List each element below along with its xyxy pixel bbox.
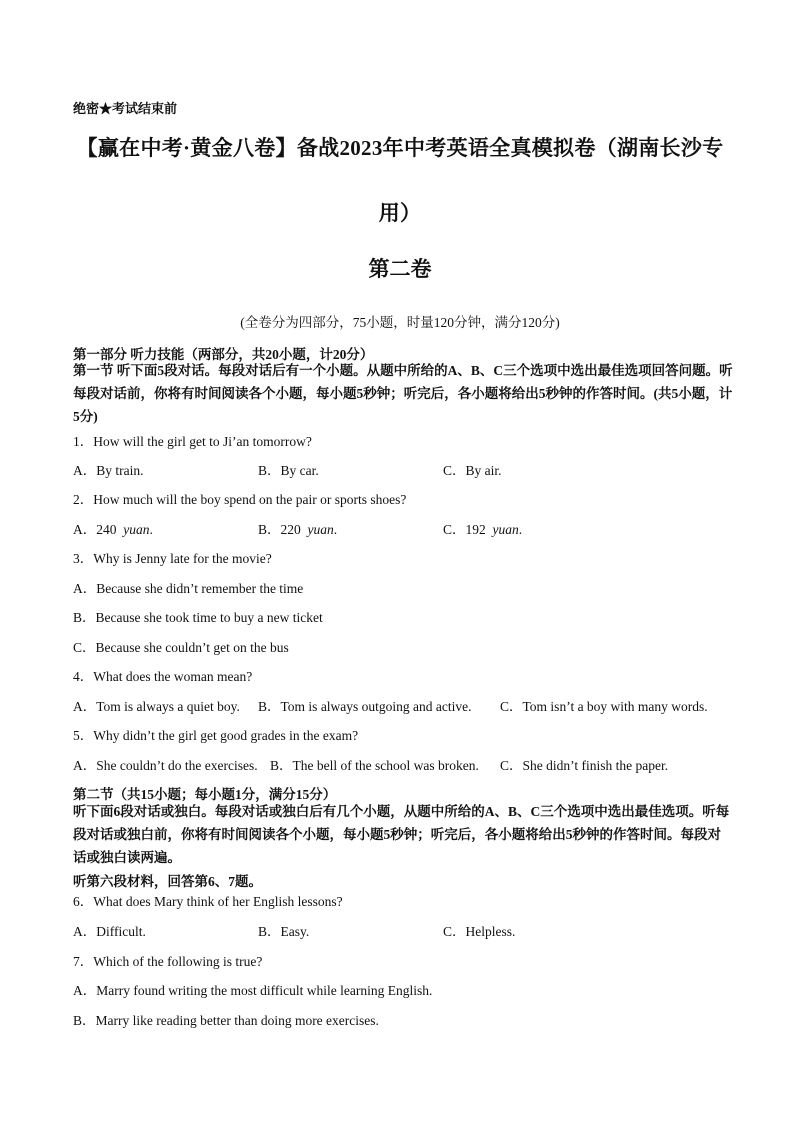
question-7-option-b[interactable]: B．Marry like reading better than doing more exercises. (73, 1013, 379, 1028)
part1-heading: 第一部分 听力技能（两部分，共20小题，计20分） (73, 347, 374, 362)
question-4-option-b[interactable]: B．Tom is always outgoing and active. (258, 699, 472, 714)
question-5-option-a[interactable]: A．She couldn’t do the exercises. (73, 758, 258, 773)
section1-instructions: 第一节 听下面5段对话。每段对话后有一个小题。从题中所给的A、B、C三个选项中选出最佳选项回答问题。听每段对话前，你将有时间阅读各个小题，每小题5秒钟；听完后，各小题将给出5秒钟的作答时间。(共5小题，计5分) (73, 363, 733, 424)
question-5-option-c[interactable]: C．She didn’t finish the paper. (500, 758, 669, 773)
question-3-stem: 3．Why is Jenny late for the movie? (73, 551, 272, 566)
question-6-option-a[interactable]: A．Difficult. (73, 924, 146, 939)
question-4-option-a[interactable]: A．Tom is always a quiet boy. (73, 699, 240, 714)
question-5-option-b[interactable]: B．The bell of the school was broken. (270, 758, 479, 773)
question-4-stem: 4．What does the woman mean? (73, 669, 253, 684)
exam-title-line1: 【赢在中考·黄金八卷】备战2023年中考英语全真模拟卷（湖南长沙专 (76, 136, 724, 160)
question-2-option-a[interactable]: A．240 yuan. (73, 522, 153, 537)
question-1-option-a[interactable]: A．By train. (73, 463, 144, 478)
exam-meta: (全卷分为四部分，75小题，时量120分钟，满分120分) (240, 315, 560, 330)
option-value: A．240 (73, 522, 117, 537)
question-3-option-a[interactable]: A．Because she didn’t remember the time (73, 581, 304, 596)
currency-unit: yuan (492, 522, 519, 537)
question-1-option-c[interactable]: C．By air. (443, 463, 502, 478)
question-6-option-c[interactable]: C．Helpless. (443, 924, 516, 939)
question-7-stem: 7．Which of the following is true? (73, 954, 263, 969)
question-5-stem: 5．Why didn’t the girl get good grades in the exam? (73, 728, 359, 743)
question-3-option-b[interactable]: B．Because she took time to buy a new ticket (73, 610, 323, 625)
option-value: B．220 (258, 522, 301, 537)
option-value: C．192 (443, 522, 486, 537)
volume-title: 第二卷 (368, 257, 432, 281)
question-1-option-b[interactable]: B．By car. (258, 463, 319, 478)
material6-label: 听第六段材料，回答第6、7题。 (73, 874, 262, 889)
question-4-option-c[interactable]: C．Tom isn’t a boy with many words. (500, 699, 708, 714)
exam-title-line2: 用） (378, 201, 422, 225)
currency-unit: yuan (123, 522, 150, 537)
question-2-option-c[interactable]: C．192 yuan. (443, 522, 523, 537)
section2-instructions: 听下面6段对话或独白。每段对话或独白后有几个小题，从题中所给的A、B、C三个选项中选出最佳选项。听每段对话或独白前，你将有时间阅读各个小题，每小题5秒钟；听完后，各小题将给出5秒钟的作答时间。每段对话或独白读两遍。 (73, 804, 730, 865)
question-3-option-c[interactable]: C．Because she couldn’t get on the bus (73, 640, 289, 655)
question-7-option-a[interactable]: A．Marry found writing the most difficult while learning English. (73, 983, 433, 998)
question-2-option-b[interactable]: B．220 yuan. (258, 522, 338, 537)
question-1-stem: 1．How will the girl get to Ji’an tomorrow? (73, 434, 312, 449)
question-6-option-b[interactable]: B．Easy. (258, 924, 310, 939)
question-6-stem: 6．What does Mary think of her English lessons? (73, 894, 343, 909)
section2-heading: 第二节（共15小题；每小题1分，满分15分） (73, 787, 337, 802)
confidential-label: 绝密★考试结束前 (73, 101, 178, 116)
question-2-stem: 2．How much will the boy spend on the pair or sports shoes? (73, 492, 407, 507)
currency-unit: yuan (307, 522, 334, 537)
